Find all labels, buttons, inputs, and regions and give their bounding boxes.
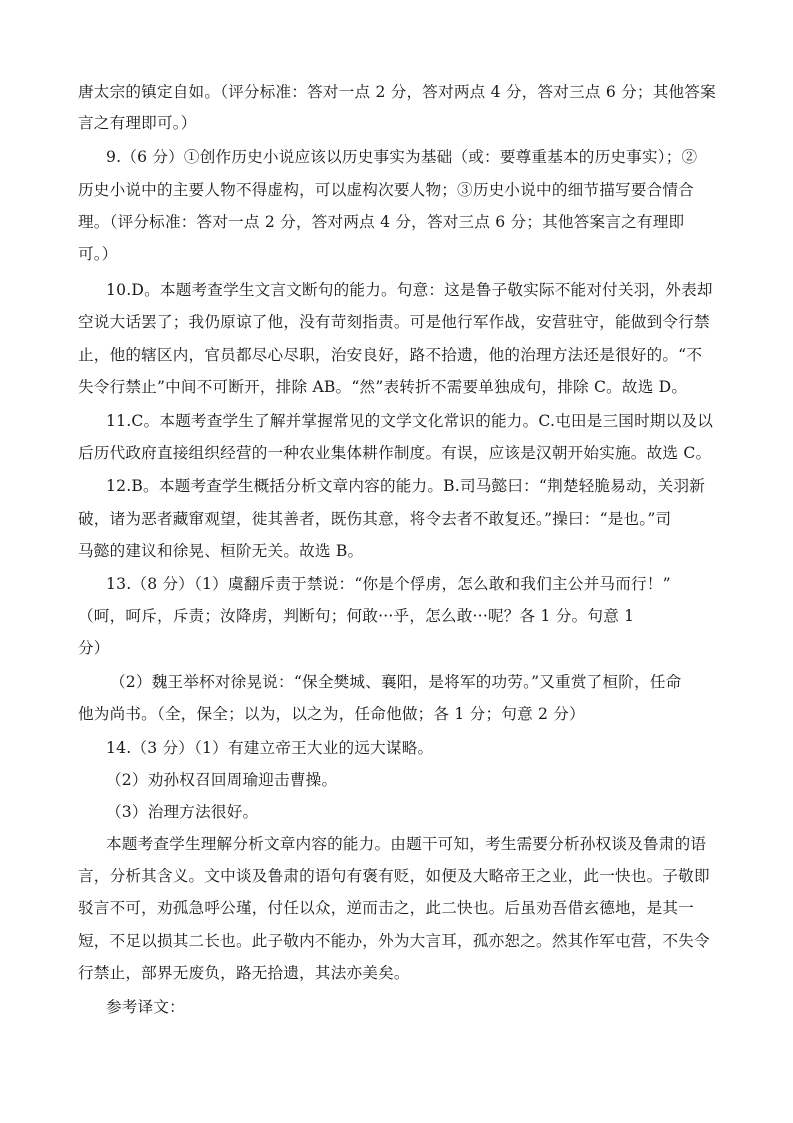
- text-line: 行禁止，部界无废负，路无拾遗，其法亦美矣。: [78, 964, 410, 982]
- text-line: 失令行禁止”中间不可断开，排除 AB。“然”表转折不需要单独成句，排除 C。故选 D。: [78, 378, 688, 396]
- text-line: （呵，呵斥，斥责；汝降虏，判断句；何敢···乎，怎么敢···呢？各 1 分。句意 1: [78, 607, 635, 625]
- text-line: 后历代政府直接组织经营的一种农业集体耕作制度。有误，应该是汉朝开始实施。故选 C。: [78, 444, 712, 462]
- text-line: 历史小说中的主要人物不得虚构，可以虚构次要人物；③历史小说中的细节描写要合情合: [78, 181, 694, 199]
- answer-9: 9.（6 分）①创作历史小说应该以历史事实为基础（或：要尊重基本的历史事实）；②: [106, 148, 698, 166]
- answer-12: 12.B。本题考查学生概括分析文章内容的能力。B.司马懿曰：“荆楚轻脆易动，关羽新: [106, 477, 706, 495]
- answer-13-part-2: （2）魏王举杯对徐晃说：“保全樊城、襄阳，是将军的功劳。”又重赏了桓阶，任命: [110, 673, 682, 691]
- text-line: 他为尚书。（全，保全；以为，以之为，任命他做；各 1 分；句意 2 分）: [78, 705, 585, 723]
- answer-11: 11.C。本题考查学生了解并掌握常见的文学文化常识的能力。C.屯田是三国时期以及以: [106, 412, 714, 430]
- text-line: 破，诸为恶者藏窜观望，徙其善者，既伤其意，将令去者不敢复还。”操曰：“是也。”司: [78, 510, 672, 528]
- text-line: 短，不足以损其二长也。此子敬内不能办，外为大言耳，孤亦恕之。然其作军屯营，不失令: [78, 932, 710, 950]
- text-line: 分）: [78, 639, 110, 657]
- text-line: 驳言不可，劝孤急呼公瑾，付任以众，逆而击之，此二快也。后虽劝吾借玄德地，是其一: [78, 899, 694, 917]
- text-line: 言，分析其含义。文中谈及鲁肃的语句有褒有贬，如便及大略帝王之业，此一快也。子敬即: [78, 867, 710, 885]
- answer-14-part-3: （3）治理方法很好。: [106, 803, 259, 821]
- text-line: 止，他的辖区内，官员都尽心尽职，治安良好，路不拾遗，他的治理方法还是很好的。“不: [78, 346, 703, 364]
- text-line: 唐太宗的镇定自如。（评分标准：答对一点 2 分，答对两点 4 分，答对三点 6 分；其他答案: [78, 83, 716, 101]
- analysis-paragraph: 本题考查学生理解分析文章内容的能力。由题干可知，考生需要分析孙权谈及鲁肃的语: [106, 835, 707, 853]
- answer-10: 10.D。本题考查学生文言文断句的能力。句意：这是鲁子敬实际不能对付关羽，外表却: [106, 281, 713, 299]
- text-line: 可。）: [78, 245, 118, 263]
- text-line: 马懿的建议和徐晃、桓阶无关。故选 B。: [78, 542, 364, 560]
- answer-13: 13.（8 分）（1）虞翻斥责于禁说：“你是个俘虏，怎么敢和我们主公并马而行！”: [106, 575, 671, 593]
- answer-14: 14.（3 分）（1）有建立帝王大业的远大谋略。: [106, 739, 434, 757]
- text-line: 空说大话罢了；我仍原谅了他，没有苛刻指责。可是他行军作战，安营驻守，能做到令行禁: [78, 313, 710, 331]
- text-line: 理。（评分标准：答对一点 2 分，答对两点 4 分，答对三点 6 分；其他答案言之有理即: [78, 213, 685, 231]
- text-line: 言之有理即可。）: [78, 114, 197, 132]
- answer-14-part-2: （2）劝孙权召回周瑜迎击曹操。: [106, 771, 338, 789]
- reference-translation-heading: 参考译文：: [106, 998, 185, 1016]
